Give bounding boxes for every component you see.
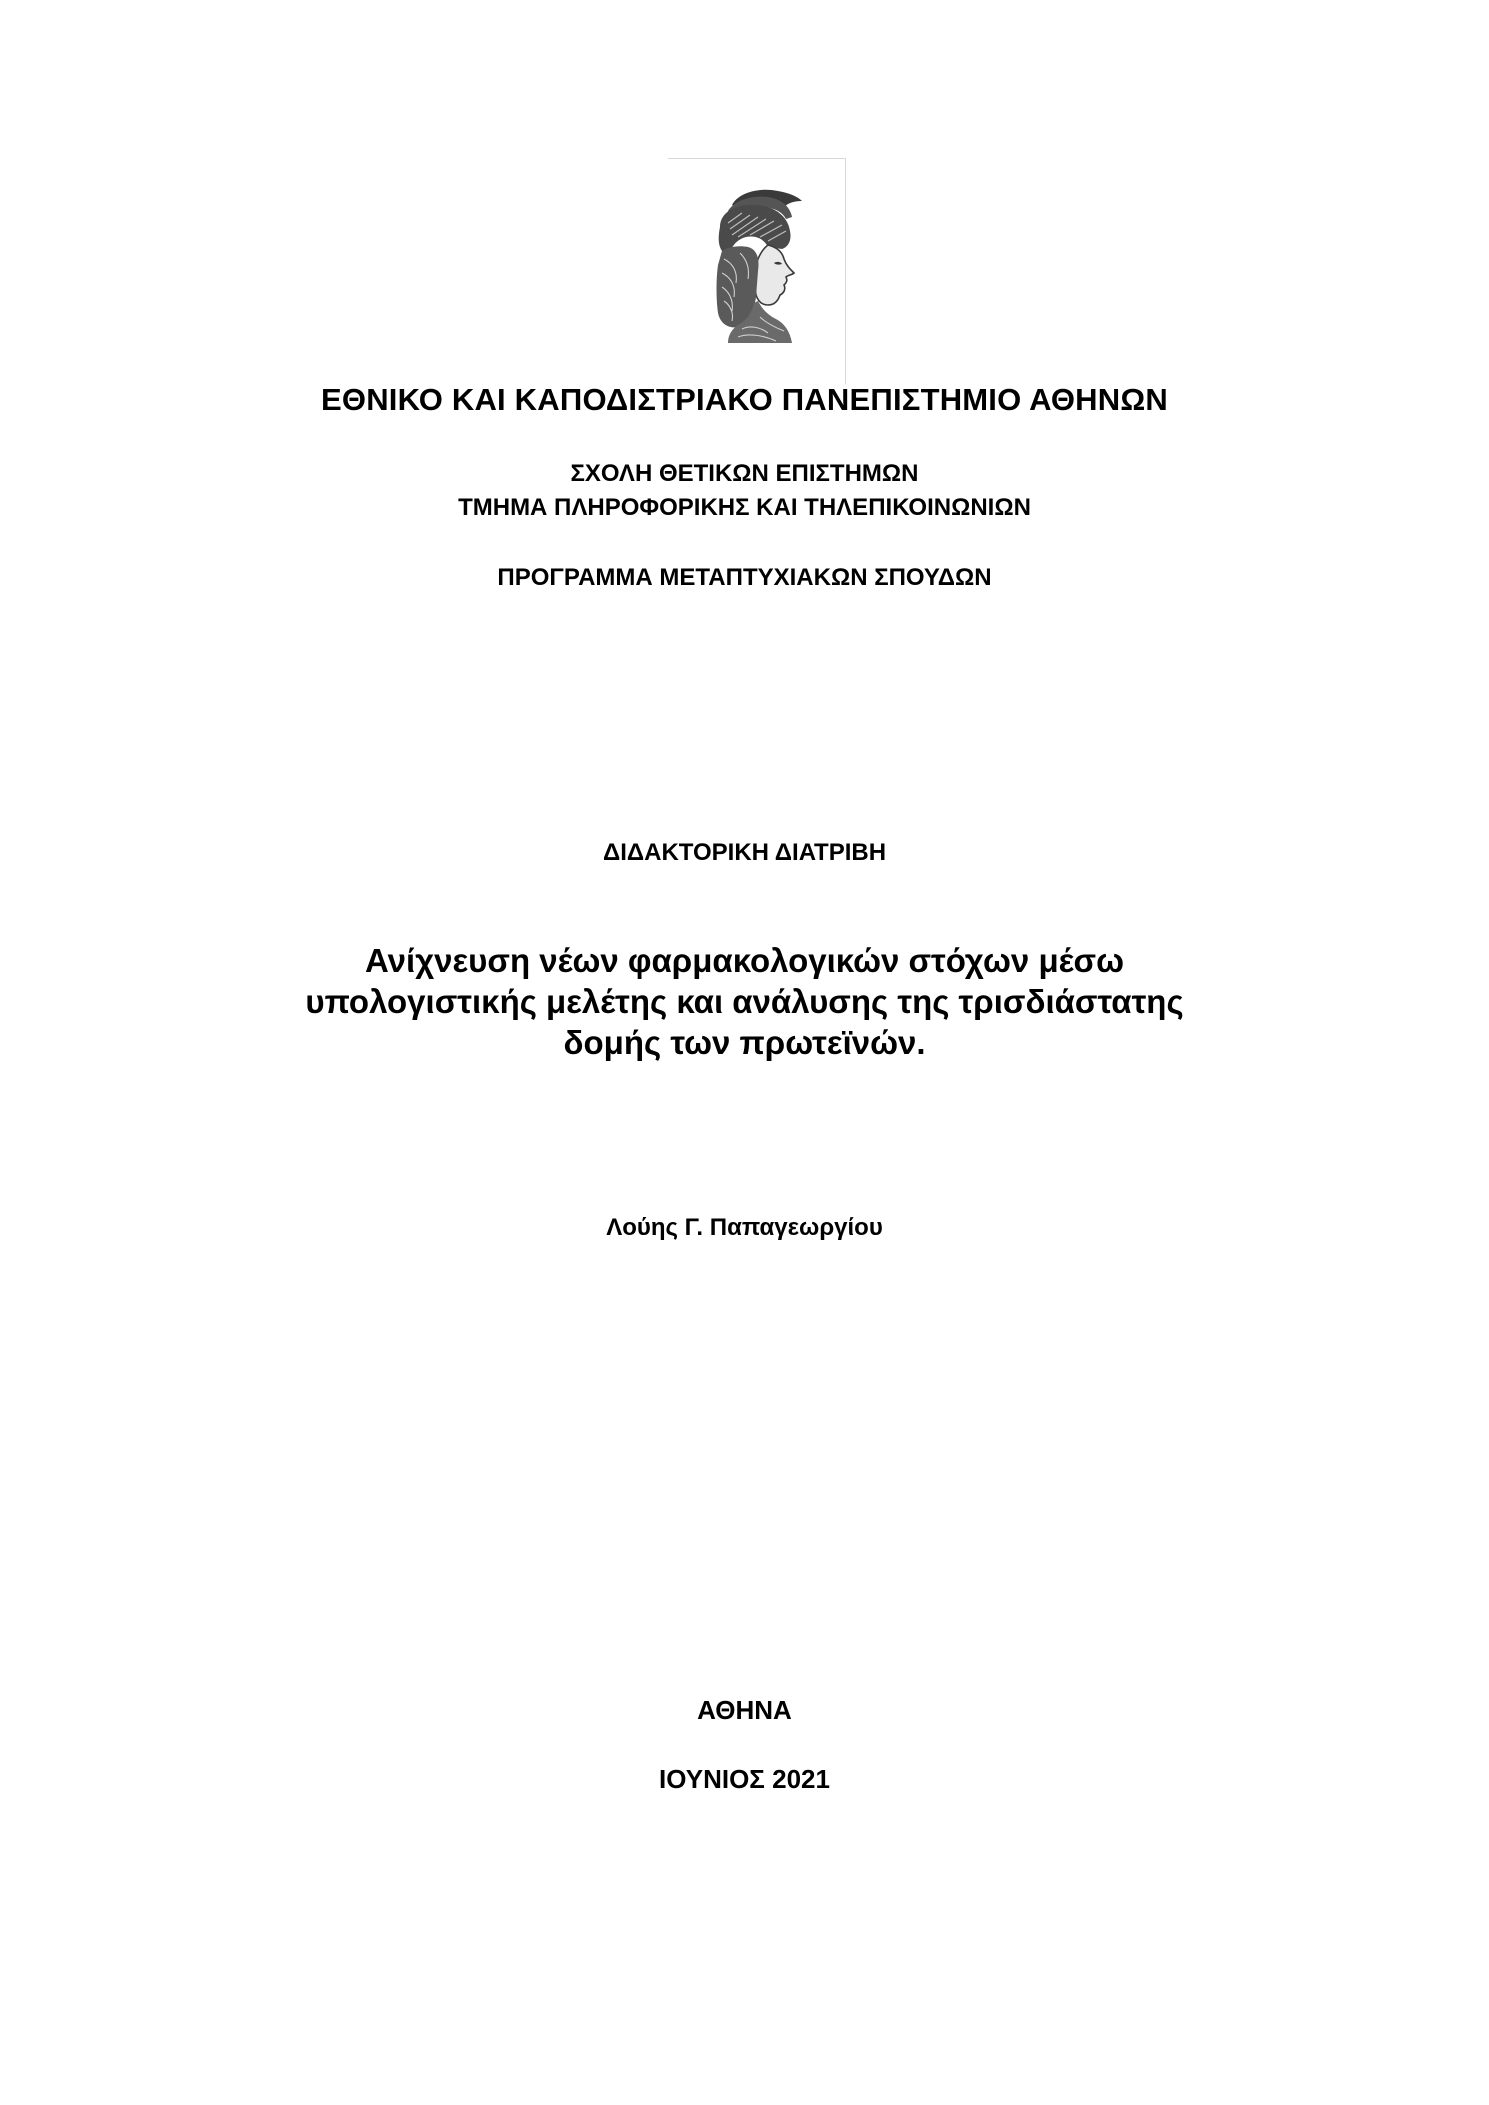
author-name: Λούης Γ. Παπαγεωργίου (606, 1214, 883, 1241)
school-name: ΣΧΟΛΗ ΘΕΤΙΚΩΝ ΕΠΙΣΤΗΜΩΝ (570, 460, 919, 487)
department-name: ΤΜΗΜΑ ΠΛΗΡΟΦΟΡΙΚΗΣ ΚΑΙ ΤΗΛΕΠΙΚΟΙΝΩΝΙΩΝ (458, 494, 1031, 521)
university-logo (668, 158, 846, 384)
publication-date: ΙΟΥΝΙΟΣ 2021 (659, 1764, 830, 1794)
university-name: ΕΘΝΙΚΟ ΚΑΙ ΚΑΠΟΔΙΣΤΡΙΑΚΟ ΠΑΝΕΠΙΣΤΗΜΙΟ ΑΘΗΝΩΝ (321, 382, 1168, 417)
athena-head-icon (698, 187, 810, 347)
thesis-title (0, 940, 1489, 1063)
thesis-title-line: Ανίχνευση νέων φαρμακολογικών στόχων μέσω (365, 942, 1124, 979)
document-type: ΔΙΔΑΚΤΟΡΙΚΗ ΔΙΑΤΡΙΒΗ (602, 839, 887, 866)
program-name: ΠΡΟΓΡΑΜΜΑ ΜΕΤΑΠΤΥΧΙΑΚΩΝ ΣΠΟΥΔΩΝ (497, 564, 992, 591)
thesis-title-line: δομής των πρωτεϊνών. (563, 1024, 926, 1061)
thesis-title-line: υπολογιστικής μελέτης και ανάλυσης της τρισδιάστατης (305, 983, 1184, 1020)
city: ΑΘΗΝΑ (697, 1695, 792, 1725)
